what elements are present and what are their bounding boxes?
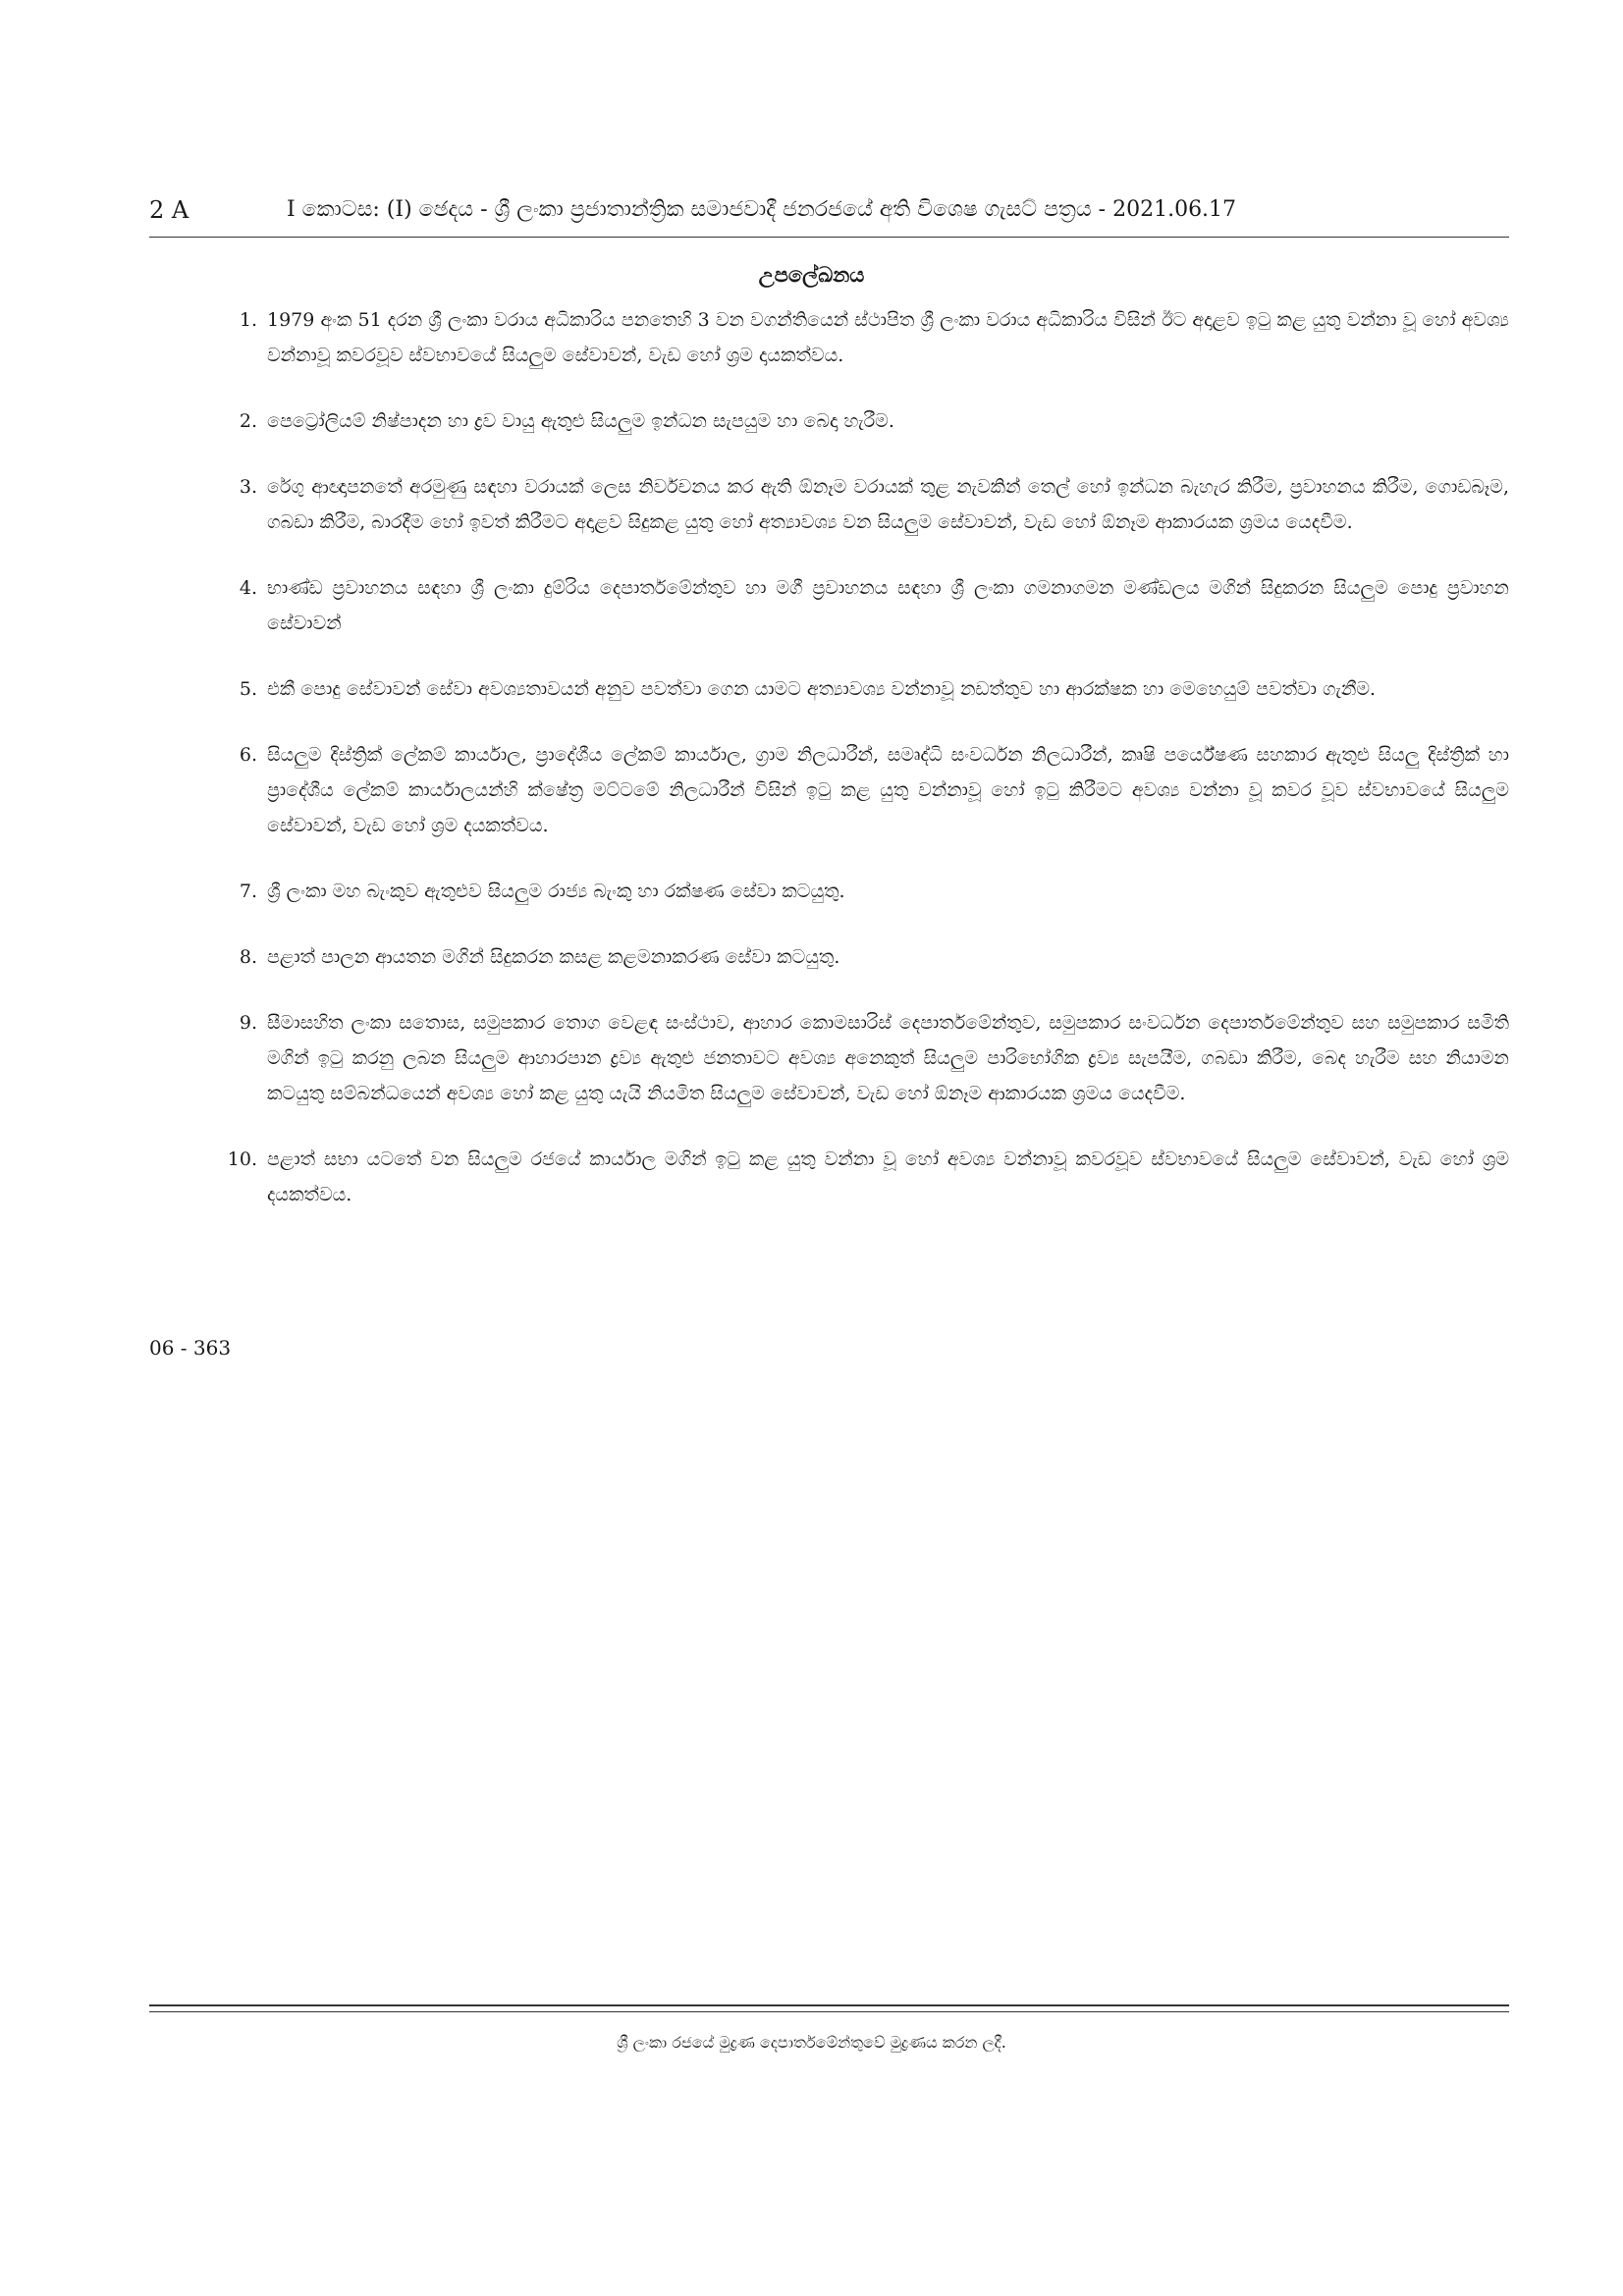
reference-number: 06 - 363 <box>149 1336 232 1360</box>
item-text: සීමාසහිත ලංකා සතොස, සමුපකාර තොග වෙළඳ සංස්ථාව, ආහාර කොමසාරිස් දෙපාර්තමේන්තුව, සමුපකාර සංවර්ධන දෙපාර්තමේන්තුව සහ සමුපකාර සමිති මගින් ඉටු කරනු ලබන සියලුම ආහාරපාන ද්‍රව්‍ය ඇතුළු ජනතාවට අවශ්‍ය අනෙකුත් සියලුම පාරිභෝගික ද්‍රව්‍ය සැපයීම, ගබඩා කිරීම, බෙද හැරීම සහ නියාමන කටයුතු සම්බන්ධයෙන් අවශ්‍ය හෝ කළ යුතු යැයි නියමිත සියලුම සේවාවන්, වැඩ හෝ ඕනෑම ආකාරයක ශ්‍රමය යෙදවීම. <box>267 1012 1509 1104</box>
item-text: එකී පොදු සේවාවන් සේවා අවශ්‍යතාවයන් අනුව පවත්වා ගෙන යාමට අත්‍යාවශ්‍ය වන්නාවූ නඩත්තුව හා ආරක්ෂක හා මෙහෙයුම් පවත්වා ගැනීම. <box>267 678 1377 700</box>
schedule-item <box>216 1005 1509 1111</box>
schedule-item <box>216 939 1509 975</box>
schedule-list <box>216 302 1509 1243</box>
item-text: ශ්‍රී ලංකා මහ බැංකුව ඇතුළුව සියලුම රාජ්‍ය බැංකු හා රක්ෂණ සේවා කටයුතු. <box>267 881 845 902</box>
schedule-title: උපලේඛනය <box>758 262 865 287</box>
item-number: 9. <box>239 1012 257 1034</box>
item-number: 4. <box>239 577 257 599</box>
schedule-item <box>216 874 1509 909</box>
item-text: පළාත් සභා යටතේ වන සියලුම රජයේ කාර්යාල මගින් ඉටු කළ යුතු වන්නා වූ හෝ අවශ්‍ය වන්නාවූ කවරවූව ස්වභාවයේ සියලුම සේවාවන්, වැඩ හෝ ශ්‍රම දයකත්වය. <box>267 1148 1509 1205</box>
schedule-item <box>216 570 1509 641</box>
item-number: 3. <box>239 476 257 498</box>
item-number: 6. <box>239 744 257 766</box>
schedule-item <box>216 671 1509 707</box>
schedule-item <box>216 403 1509 439</box>
schedule-item <box>216 469 1509 540</box>
footer-divider-thin <box>149 2011 1509 2012</box>
schedule-item <box>216 302 1509 373</box>
header-divider <box>149 237 1509 238</box>
schedule-item <box>216 737 1509 843</box>
item-text: රේගු ආඥාපනතේ අරමුණු සඳහා වරායක් ලෙස නිර්වචනය කර ඇති ඕනෑම වරායක් තුළ නැවකින් තෙල් හෝ ඉන්ධන බැහැර කිරීම, ප්‍රවාහනය කිරීම, ගොඩබෑම, ගබඩා කිරීම, බාරදීම හෝ ඉවත් කිරීමට අදාළව සිදුකළ යුතු හෝ අත්‍යාවශ්‍ය වන සියලුම සේවාවන්, වැඩ හෝ ඕනෑම ආකාරයක ශ්‍රමය යෙදවීම. <box>267 476 1509 533</box>
item-number: 10. <box>227 1148 257 1170</box>
item-text: සියලුම දිස්ත්‍රික් ලේකම් කාර්යාල, ප්‍රාදේශීය ලේකම් කාර්යාල, ග්‍රාම නිලධාරීන්, සමෘද්ධි සංවර්ධන නිලධාරීන්, කෘෂි පර්යේෂණ සහකාර ඇතුළු සියලු දිස්ත්‍රික් හා ප්‍රාදේශීය ලේකම් කාර්යාලයන්හි ක්ෂේත්‍ර මට්ටමේ නිලධාරීන් විසින් ඉටු කළ යුතු වන්නාවූ හෝ ඉටු කිරීමට අවශ්‍ය වන්නා වූ කවර වූව ස්වභාවයේ සියලුම සේවාවන්, වැඩ හෝ ශ්‍රම දයකත්වය. <box>267 744 1509 836</box>
item-text: භාණ්ඩ ප්‍රවාහනය සඳහා ශ්‍රී ලංකා දුම්රිය දෙපාර්තමේන්තුව හා මගී ප්‍රවාහනය සඳහා ශ්‍රී ලංකා ගමනාගමන මණ්ඩලය මගින් සිදුකරන සියලුම පොදු ප්‍රවාහන සේවාවන් <box>267 577 1509 634</box>
page-header <box>149 190 1509 230</box>
printer-imprint: ශ්‍රී ලංකා රජයේ මුද්‍රණ දෙපාර්තමේන්තුවේ මුද්‍රණය කරන ලදී. <box>617 2033 1006 2052</box>
schedule-item <box>216 1142 1509 1212</box>
page-number: 2 A <box>149 196 189 224</box>
item-text: 1979 අංක 51 දරන ශ්‍රී ලංකා වරාය අධිකාරිය පනතෙහි 3 වන වගන්තියෙන් ස්ථාපිත ශ්‍රී ලංකා වරාය අධිකාරිය විසින් ඊට අදාළව ඉටු කළ යුතු වන්නා වූ හෝ අවශ්‍ය වන්නාවූ කවරවූව ස්වභාවයේ සියලුම සේවාවන්, වැඩ හෝ ශ්‍රම දායකත්වය. <box>267 309 1509 366</box>
item-number: 1. <box>239 309 257 331</box>
item-text: පෙට්‍රෝලියම් නිෂ්පාදන හා ද්‍රව වායු ඇතුළු සියලුම ඉන්ධන සැපයුම හා බෙදා හැරීම. <box>267 410 894 432</box>
item-text: පළාත් පාලන ආයතන මගින් සිදුකරන කසළ කළමනාකරණ සේවා කටයුතු. <box>267 946 840 968</box>
item-number: 5. <box>239 678 257 700</box>
gazette-header-title: I කොටස: (I) ඡෙදය - ශ්‍රී ලංකා ප්‍රජාතාන්ත්‍රික සමාජවාදී ජනරජයේ අති විශෙෂ ගැසට් පත්‍රය - 2021.06.17 <box>287 197 1237 222</box>
item-number: 8. <box>239 946 257 968</box>
item-number: 7. <box>239 881 257 902</box>
footer-divider <box>149 2004 1509 2006</box>
item-number: 2. <box>239 410 257 432</box>
